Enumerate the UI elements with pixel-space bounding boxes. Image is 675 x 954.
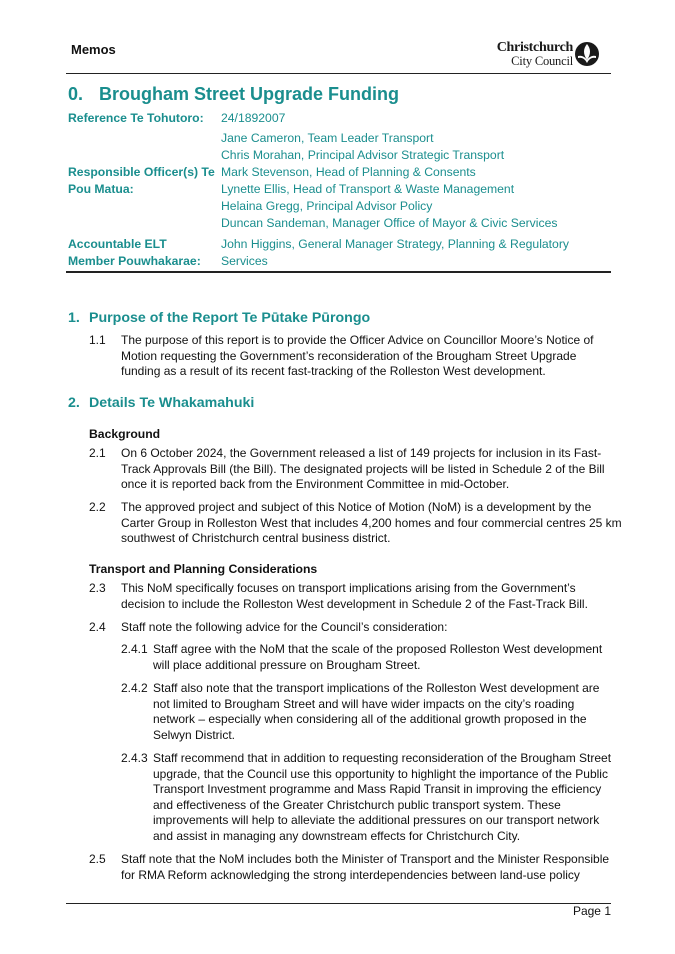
para-line: The purpose of this report is to provide the Officer Advice on Councillor Moore’s Notice of: [121, 333, 594, 347]
para-line: Staff agree with the NoM that the scale of the proposed Rolleston West development: [153, 642, 603, 656]
para-1-1: [121, 333, 593, 380]
header-rule: [66, 73, 611, 74]
para-line: The approved project and subject of this Notice of Motion (NoM) is a development by the: [121, 500, 592, 514]
title-text: Brougham Street Upgrade Funding: [99, 84, 400, 104]
para-line: decision to include the Rolleston West development in Schedule 2 of the Fast-Track Bill.: [121, 596, 588, 611]
para-line: Staff also note that the transport implications of the Rolleston West development are: [153, 681, 600, 695]
para-2-1-number: 2.1: [89, 446, 106, 460]
para-line: and assist in managing any downstream effects for Christchurch City.: [153, 828, 521, 843]
para-line: Staff recommend that in addition to requesting reconsideration of the Brougham Street: [153, 751, 612, 765]
page-number: Page 1: [572, 904, 611, 918]
officer-label-line2: Pou Matua:: [68, 182, 134, 196]
para-line: funding as a result of its recent fast-tracking of the Rolleston West development.: [121, 364, 546, 379]
para-line: will place additional pressure on Brougham Street.: [153, 657, 421, 672]
section-1-title-maori: Te Pūtake Pūrongo: [241, 310, 371, 326]
para-2-5: [121, 852, 609, 883]
para-2-4-3-number: 2.4.3: [121, 751, 148, 765]
section-1-title: Purpose of the Report: [89, 310, 238, 326]
para-2-4-2-number: 2.4.2: [121, 681, 148, 695]
section-2-title: Details: [89, 395, 136, 411]
logo-line2: City Council: [511, 54, 573, 68]
section-1-heading: [68, 310, 370, 326]
elt-label-line1: Accountable ELT: [68, 237, 167, 251]
para-2-4-2: [153, 681, 599, 743]
para-line: not limited to Brougham Street and will have wider impacts on the city’s roading: [153, 696, 575, 711]
elt-value-line2: Services: [221, 254, 268, 268]
para-2-3: [121, 581, 588, 612]
elt-value-line1: John Higgins, General Manager Strategy, Planning & Regulatory: [221, 237, 569, 251]
para-line: Carter Group in Rolleston West that includes 4,200 homes and four commercial centres 25 km: [121, 515, 622, 530]
para-line: for RMA Reform acknowledging the strong interdependencies between land-use policy: [121, 867, 580, 882]
para-line: On 6 October 2024, the Government released a list of 149 projects for inclusion in its Fast-: [121, 446, 602, 460]
officer-4: Lynette Ellis, Head of Transport & Waste Management: [221, 182, 515, 196]
para-2-4-3: [153, 751, 611, 845]
officer-5: Helaina Gregg, Principal Advisor Policy: [221, 199, 433, 213]
council-logo: [496, 40, 603, 68]
transport-heading: Transport and Planning Considerations: [89, 562, 318, 576]
para-line: This NoM specifically focuses on transport implications arising from the Government’s: [121, 581, 576, 595]
elt-label-line2: Member Pouwhakarae:: [68, 254, 201, 268]
para-line: upgrade, that the Council use this opportunity to highlight the importance of the Public: [153, 766, 608, 781]
para-line: Staff note that the NoM includes both the Minister of Transport and the Minister Responsible: [121, 852, 610, 866]
officer-6: Duncan Sandeman, Manager Office of Mayor & Civic Services: [221, 216, 558, 230]
para-line: once it is reported back from the Environment Committee in mid-October.: [121, 477, 510, 492]
para-line: Transport Investment programme and Mass Rapid Transit in improving the efficiency: [153, 782, 602, 797]
title-number: 0.: [68, 84, 84, 104]
para-2-4-1: [153, 642, 602, 673]
para-2-4: [121, 620, 447, 636]
footer-rule: [66, 903, 611, 904]
officer-2: Chris Morahan, Principal Advisor Strategic Transport: [221, 148, 505, 162]
para-2-5-number: 2.5: [89, 852, 106, 866]
logo-line1: Christchurch: [496, 40, 573, 55]
officer-3: Mark Stevenson, Head of Planning & Consents: [221, 165, 476, 179]
reference-value: 24/1892007: [221, 111, 286, 125]
page-title: [68, 84, 399, 105]
para-line: network – especially when considering all of the additional growth proposed in the: [153, 712, 587, 727]
para-line: Motion requesting the Government’s reconsideration of the Brougham Street Upgrade: [121, 348, 577, 363]
section-2-heading: [68, 395, 254, 411]
para-2-2: [121, 500, 622, 547]
section-2-title-maori: Te Whakamahuki: [139, 395, 255, 411]
para-2-1: [121, 446, 605, 493]
section-1-number: 1.: [68, 310, 80, 326]
para-line: and effectiveness of the Greater Christchurch public transport system. These: [153, 797, 561, 812]
para-2-2-number: 2.2: [89, 500, 106, 514]
para-line: improvements will help to alleviate the additional pressures on our transport network: [153, 813, 600, 828]
para-line: southwest of Christchurch central business district.: [121, 531, 391, 546]
council-emblem-icon: [574, 41, 600, 67]
para-line: Track Approvals Bill (the Bill). The designated projects will be listed in Schedule 2 of the Bill: [121, 461, 605, 476]
para-1-1-number: 1.1: [89, 333, 106, 347]
para-line: Selwyn District.: [153, 727, 236, 742]
para-2-4-1-number: 2.4.1: [121, 642, 148, 656]
reference-label: Reference Te Tohutoro:: [68, 111, 204, 125]
officer-1: Jane Cameron, Team Leader Transport: [221, 131, 434, 145]
para-2-3-number: 2.3: [89, 581, 106, 595]
officer-label-line1: Responsible Officer(s) Te: [68, 165, 215, 179]
section-2-number: 2.: [68, 395, 80, 411]
para-line: Staff note the following advice for the Council’s consideration:: [121, 620, 448, 634]
header-section-label: Memos: [71, 42, 116, 57]
background-heading: Background: [89, 427, 161, 441]
meta-rule: [66, 271, 611, 273]
para-2-4-number: 2.4: [89, 620, 106, 634]
